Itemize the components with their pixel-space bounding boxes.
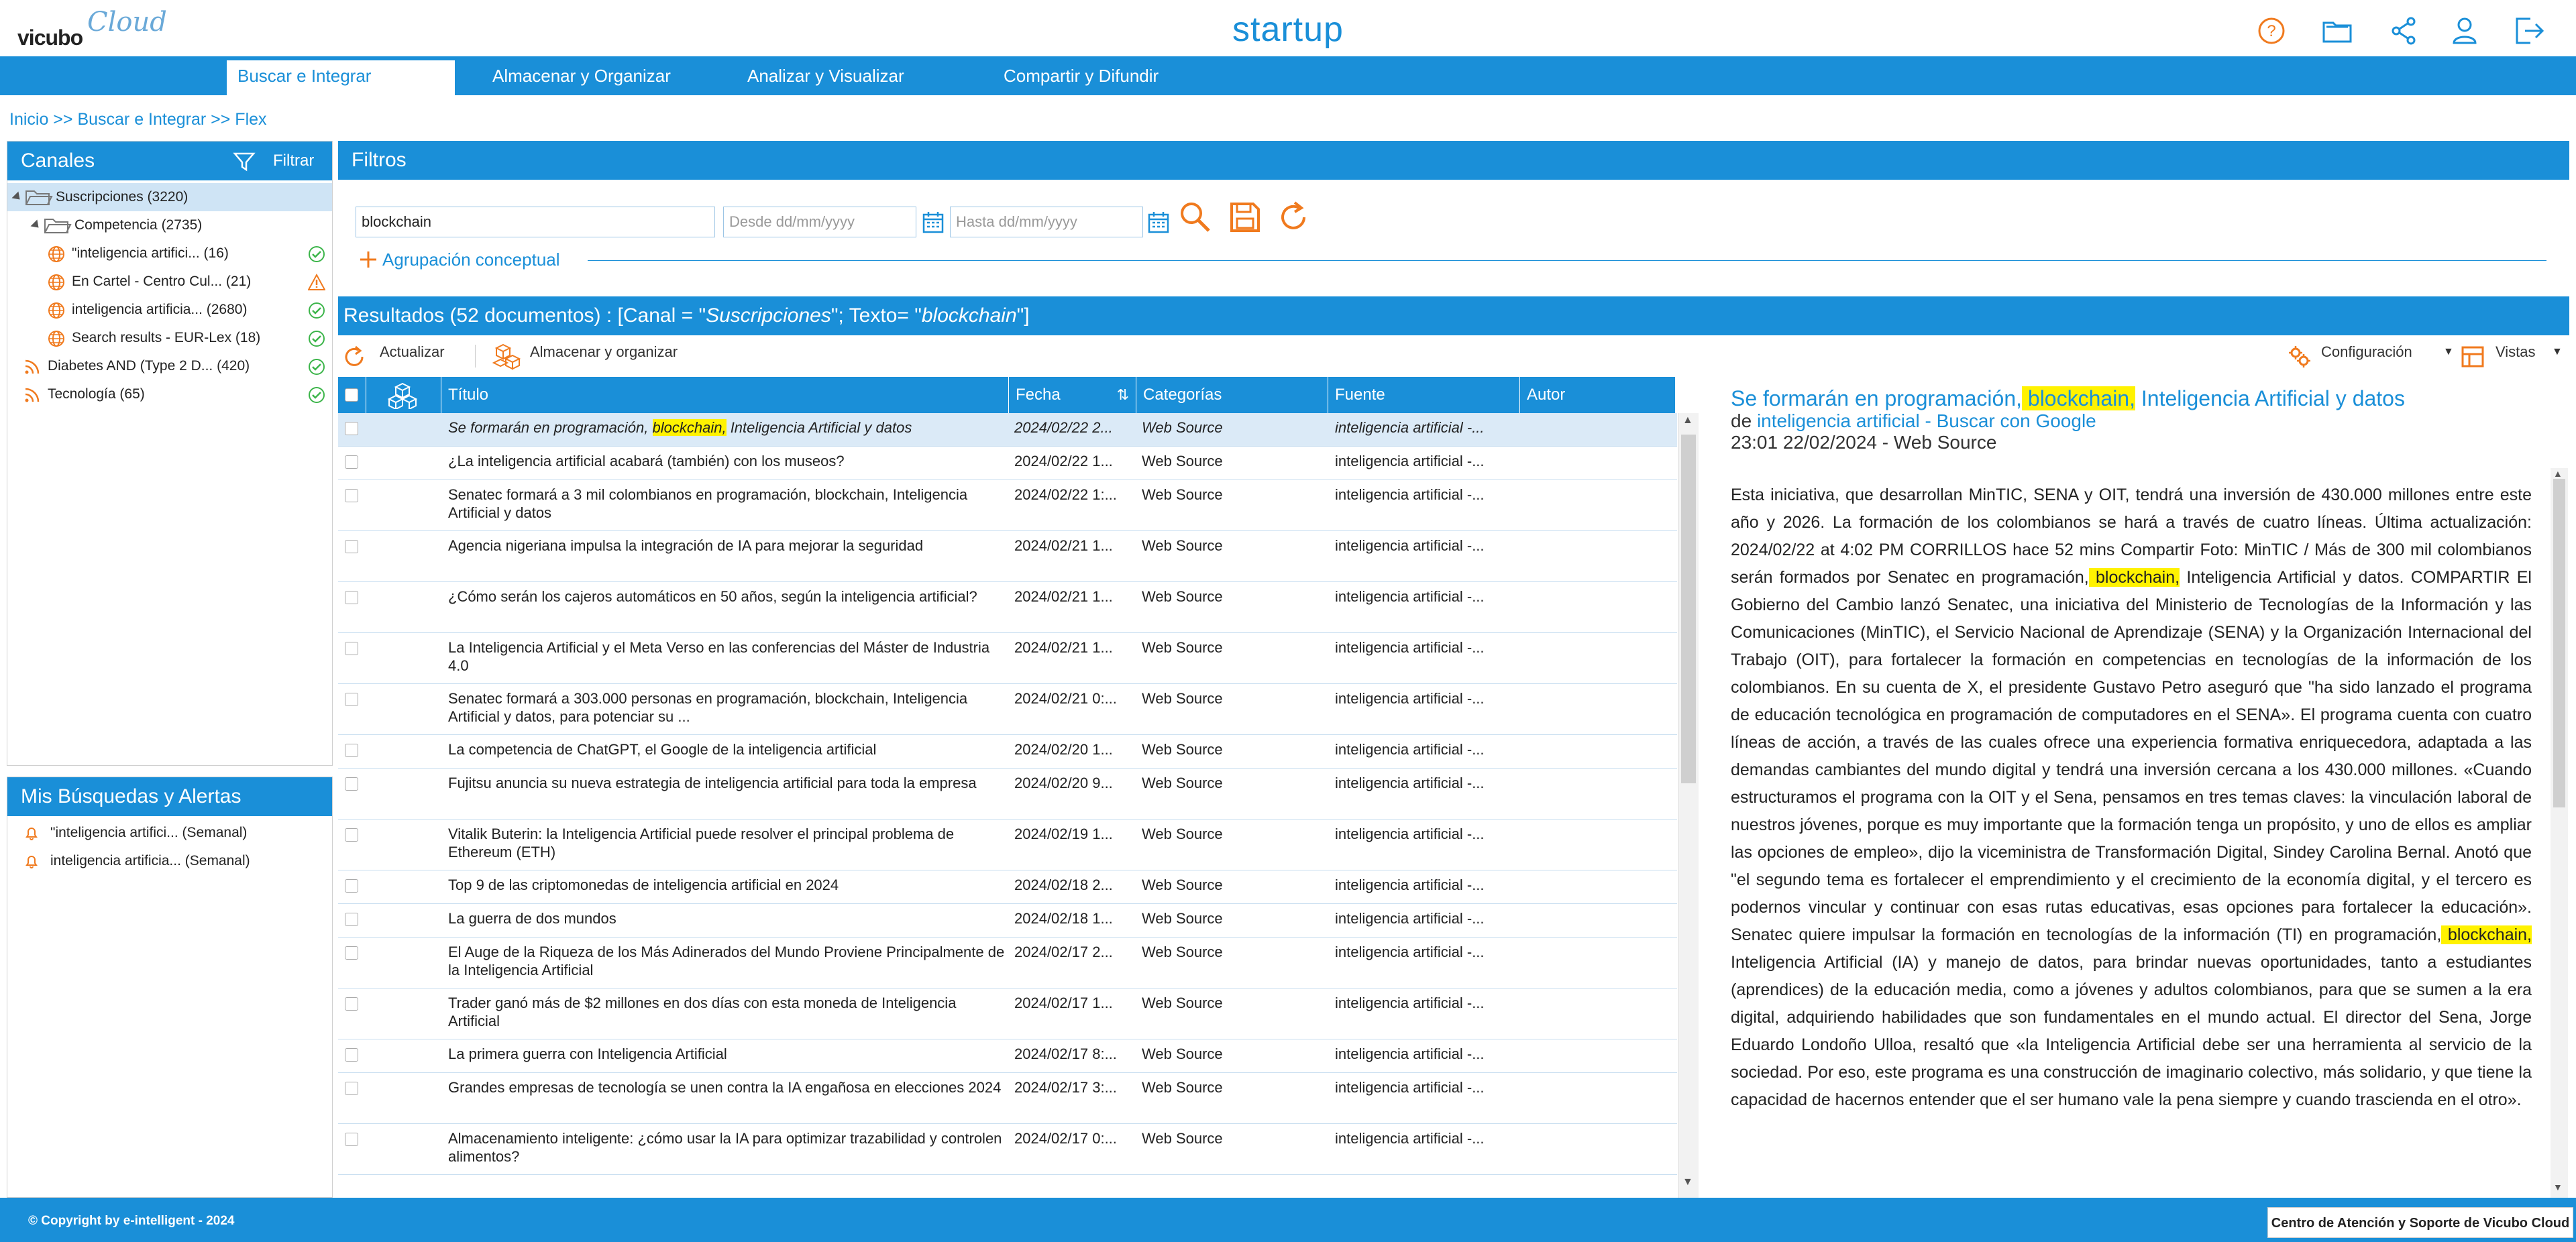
boxes-icon[interactable]: [386, 381, 419, 409]
desde-date-input[interactable]: [723, 207, 916, 237]
cell-date: 2024/02/21 1...: [1014, 588, 1113, 605]
table-row[interactable]: [338, 1039, 1677, 1073]
tree-item[interactable]: [7, 211, 332, 239]
tree-item-label: "inteligencia artifici... (16): [72, 245, 229, 261]
status-ok-icon: [308, 302, 325, 319]
save-icon[interactable]: [1226, 199, 1264, 236]
preview-title-highlight: blockchain,: [2022, 386, 2135, 410]
refresh-icon[interactable]: [342, 345, 366, 369]
preview-source-link[interactable]: inteligencia artificial - Buscar con Google: [1756, 410, 2096, 431]
tree-item-label: Diabetes AND (Type 2 D... (420): [48, 358, 250, 374]
select-all-header: [338, 377, 366, 413]
row-checkbox[interactable]: [345, 591, 358, 604]
column-header-autor[interactable]: Autor: [1520, 377, 1676, 413]
scroll-up-icon[interactable]: ▲: [2553, 468, 2563, 479]
scroll-up-icon[interactable]: ▲: [1682, 414, 1693, 426]
cell-source: inteligencia artificial -...: [1335, 995, 1485, 1011]
tab-almacenar-organizar[interactable]: Almacenar y Organizar: [492, 66, 671, 86]
busquedas-header: [7, 777, 332, 816]
results-toolbar: [338, 335, 2569, 377]
actions-header: [366, 377, 441, 413]
scroll-down-icon[interactable]: ▼: [2553, 1182, 2563, 1192]
preview-title-text: Inteligencia Artificial y datos: [2135, 386, 2405, 410]
user-icon[interactable]: [2447, 13, 2482, 48]
rss-icon: [23, 358, 41, 376]
alert-item[interactable]: [7, 819, 332, 847]
select-all-checkbox[interactable]: [345, 388, 358, 402]
row-checkbox[interactable]: [345, 1133, 358, 1146]
resultados-title-mid: "; Texto= ": [830, 304, 922, 327]
row-checkbox[interactable]: [345, 540, 358, 553]
preview-body-text: Inteligencia Artificial y datos. COMPARTIR El Gobierno del Cambio lanzó Senatec, una iniciativa del Ministerio de Tecnologías de la Información y las Comunicaciones (MinTIC), el Servicio Nacional de Aprendizaje (SENA) y la Organización Internacional del Trabajo (OIT), para fortalecer la formación en competencias en tecnologías de la información de los colombianos. En su cuenta de X, el presidente Gustavo Petro aseguró que "ha sido lanzado el programa de educación tecnológica en programación de computadores en el SENA». El programa cuenta con cuatro líneas de acción, a través de las cuales ofrece una experiencia formativa enriquecedora, adaptada a las demandas cambiantes del mundo digital y tendrá una inversión cercana a los 430.000 millones. «Cuando estructuramos el programa con la OIT y el Sena, pensamos en tres temas claves: la vinculación laboral de nuestros jóvenes, porque es muy importante que la formación tenga un propósito, y uno de ellos es ampliar las opciones de empleo», dijo la viceministra de Transformación Digital, Sindey Carolina Bernal. Anotó que "el segundo tema es fortalecer el emprendimiento y el crecimiento de la economía digital, y el tercero es podernos vincular y continuar con esas rutas educativas, esas opciones para fortalecer la educación». Senatec quiere impulsar la formación en tecnologías de la información (TI) en programación,: [1731, 568, 2532, 944]
filtros-title: Filtros: [352, 149, 407, 171]
cell-title[interactable]: El Auge de la Riqueza de los Más Adinerados del Mundo Proviene Principalmente de la Inteligencia Artificial: [448, 944, 1005, 978]
status-ok-icon: [308, 386, 325, 404]
cell-source: inteligencia artificial -...: [1335, 486, 1485, 503]
preview-meta: 23:01 22/02/2024 - Web Source: [1731, 432, 1997, 453]
row-checkbox[interactable]: [345, 879, 358, 893]
status-ok-icon: [308, 245, 325, 263]
cell-category: Web Source: [1142, 419, 1223, 436]
resultados-header: [338, 296, 2569, 335]
cell-source: inteligencia artificial -...: [1335, 826, 1485, 842]
table-row[interactable]: [338, 633, 1677, 684]
table-row[interactable]: [338, 769, 1677, 820]
cell-category: Web Source: [1142, 690, 1223, 707]
hasta-date-input[interactable]: [950, 207, 1143, 237]
vistas-menu[interactable]: Vistas: [2496, 343, 2536, 360]
logo-text: vicubo: [17, 25, 83, 50]
cell-title[interactable]: Top 9 de las criptomonedas de inteligencia artificial en 2024: [448, 877, 839, 893]
resultados-title-suffix: "]: [1016, 304, 1030, 327]
column-header-categorias[interactable]: Categorías: [1136, 377, 1328, 413]
table-row[interactable]: [338, 582, 1677, 633]
tree-item-label: Suscripciones (3220): [56, 189, 189, 205]
globe-icon: [48, 245, 65, 263]
preview-source: [1731, 410, 2096, 432]
cell-source: inteligencia artificial -...: [1335, 419, 1485, 436]
status-ok-icon: [308, 358, 325, 376]
cell-source: inteligencia artificial -...: [1335, 775, 1485, 791]
alert-item-label: inteligencia artificia... (Semanal): [50, 853, 250, 868]
cell-category: Web Source: [1142, 944, 1223, 960]
filter-icon[interactable]: [233, 151, 256, 172]
cell-source: inteligencia artificial -...: [1335, 741, 1485, 758]
cell-date: 2024/02/22 1:...: [1014, 486, 1117, 503]
cell-date: 2024/02/20 9...: [1014, 775, 1113, 791]
row-checkbox[interactable]: [345, 642, 358, 655]
results-table: [338, 377, 1680, 1198]
row-checkbox[interactable]: [345, 693, 358, 706]
column-header-titulo[interactable]: Título: [441, 377, 1009, 413]
cell-category: Web Source: [1142, 588, 1223, 605]
chevron-down-icon[interactable]: ▼: [2552, 346, 2563, 357]
cell-title[interactable]: Agencia nigeriana impulsa la integración de IA para mejorar la seguridad: [448, 537, 924, 554]
tree-item[interactable]: [7, 324, 332, 352]
preview-body: [1731, 482, 2532, 1114]
bell-icon: [23, 853, 40, 869]
resultados-texto: blockchain: [921, 304, 1017, 327]
row-checkbox[interactable]: [345, 997, 358, 1011]
refresh-icon[interactable]: [1275, 199, 1312, 236]
almacenar-organizar-button[interactable]: Almacenar y organizar: [530, 343, 678, 360]
cell-category: Web Source: [1142, 486, 1223, 503]
tree-item[interactable]: [7, 380, 332, 408]
bell-icon: [23, 825, 40, 841]
tree-item[interactable]: [7, 183, 332, 211]
cell-title[interactable]: Grandes empresas de tecnología se unen contra la IA engañosa en elecciones 2024: [448, 1079, 1002, 1096]
preview-body-highlight: blockchain,: [2441, 925, 2532, 944]
filter-button[interactable]: Filtrar: [273, 152, 315, 170]
preview-source-prefix: de: [1731, 410, 1757, 431]
cell-title[interactable]: Senatec formará a 303.000 personas en programación, blockchain, Inteligencia Artificial y datos, para potenciar su ...: [448, 690, 968, 725]
search-icon[interactable]: [1177, 199, 1214, 236]
canales-title: Canales: [21, 150, 95, 172]
canales-panel: [7, 141, 333, 766]
preview-body-text: Inteligencia Artificial (IA) y manejo de datos, para brindar nuevas oportunidades, tanto a estudiantes (aprendices) de la educación media, como a jóvenes y adultos colombianos, para que se sumen a la era digital, adquiriendo habilidades que son fundamentales en el mundo actual. El director del Sena, Jorge Eduardo Londoño Ulloa, resaltó que «la Inteligencia Artificial debe ser una herramienta al servicio de la sociedad. Por eso, este programa es una construcción de imaginario colectivo, más solidario, y que tiene la capacidad de hacernos entender que el ser humano vale la pena siempre y cuando trascienda en el otro».: [1731, 953, 2532, 1109]
calendar-icon[interactable]: [920, 209, 946, 235]
cell-source: inteligencia artificial -...: [1335, 690, 1485, 707]
boxes-icon[interactable]: [492, 342, 525, 370]
preview-scrollbar-thumb[interactable]: [2553, 479, 2565, 807]
row-checkbox[interactable]: [345, 1048, 358, 1062]
table-row[interactable]: [338, 684, 1677, 735]
folder-open-icon: [25, 188, 53, 206]
cell-date: 2024/02/18 2...: [1014, 877, 1113, 893]
app-title: startup: [1232, 10, 1344, 49]
views-icon[interactable]: [2461, 345, 2485, 369]
cell-date: 2024/02/22 2...: [1014, 419, 1113, 436]
table-row[interactable]: [338, 480, 1677, 531]
agrupacion-conceptual-toggle[interactable]: Agrupación conceptual: [382, 249, 560, 270]
cell-title[interactable]: Senatec formará a 3 mil colombianos en programación, blockchain, Inteligencia Artificial y datos: [448, 486, 968, 521]
table-scrollbar-thumb[interactable]: [1681, 435, 1696, 783]
tree-item[interactable]: [7, 296, 332, 324]
cell-title[interactable]: ¿Cómo serán los cajeros automáticos en 50 años, según la inteligencia artificial?: [448, 588, 977, 605]
row-checkbox[interactable]: [345, 828, 358, 842]
status-ok-icon: [308, 330, 325, 347]
table-row[interactable]: [338, 1124, 1677, 1175]
search-input[interactable]: [356, 207, 715, 237]
row-checkbox[interactable]: [345, 455, 358, 469]
preview-title-text: Se formarán en programación,: [1731, 386, 2022, 410]
cell-date: 2024/02/17 1...: [1014, 995, 1113, 1011]
cell-date: 2024/02/20 1...: [1014, 741, 1113, 758]
cell-source: inteligencia artificial -...: [1335, 910, 1485, 927]
sort-icon[interactable]: ⇅: [1116, 386, 1129, 403]
table-row[interactable]: [338, 989, 1677, 1039]
column-header-fecha-label: Fecha: [1016, 386, 1061, 404]
tab-compartir-difundir[interactable]: Compartir y Difundir: [1004, 66, 1159, 86]
cell-source: inteligencia artificial -...: [1335, 588, 1485, 605]
cell-title[interactable]: La guerra de dos mundos: [448, 910, 616, 927]
row-checkbox[interactable]: [345, 946, 358, 960]
tree-item[interactable]: [7, 268, 332, 296]
table-row[interactable]: [338, 447, 1677, 480]
top-bar: [0, 0, 2576, 56]
cell-category: Web Source: [1142, 1130, 1223, 1147]
cell-source: inteligencia artificial -...: [1335, 1079, 1485, 1096]
cell-date: 2024/02/17 0:...: [1014, 1130, 1117, 1147]
alert-item[interactable]: [7, 847, 332, 875]
cell-title[interactable]: Almacenamiento inteligente: ¿cómo usar la IA para optimizar trazabilidad y controlen alimentos?: [448, 1130, 1002, 1165]
filtros-panel: [338, 141, 2569, 313]
tree-item-label: Tecnología (65): [48, 386, 145, 402]
rss-icon: [23, 386, 41, 404]
cell-category: Web Source: [1142, 877, 1223, 893]
cell-title[interactable]: ¿La inteligencia artificial acabará (también) con los museos?: [448, 453, 845, 469]
tree-item[interactable]: [7, 352, 332, 380]
cell-source: inteligencia artificial -...: [1335, 453, 1485, 469]
cell-category: Web Source: [1142, 995, 1223, 1011]
tab-buscar-integrar[interactable]: Buscar e Integrar: [227, 60, 455, 95]
globe-icon: [48, 274, 65, 291]
cell-category: Web Source: [1142, 826, 1223, 842]
resultados-title-prefix: Resultados (52 documentos) : [Canal = ": [343, 304, 706, 327]
document-preview: [1717, 377, 2569, 1198]
table-row[interactable]: [338, 531, 1677, 582]
row-checkbox[interactable]: [345, 422, 358, 435]
row-checkbox[interactable]: [345, 744, 358, 757]
alert-item-label: "inteligencia artifici... (Semanal): [50, 825, 248, 840]
cell-category: Web Source: [1142, 537, 1223, 554]
cell-source: inteligencia artificial -...: [1335, 537, 1485, 554]
tree-item-label: inteligencia artificia... (2680): [72, 302, 248, 317]
row-checkbox[interactable]: [345, 1082, 358, 1095]
cell-date: 2024/02/22 1...: [1014, 453, 1113, 469]
logo-cloud-text: Cloud: [87, 7, 167, 38]
table-row[interactable]: [338, 735, 1677, 769]
divider: [475, 345, 476, 368]
plus-icon[interactable]: [358, 249, 378, 270]
tree-item-label: Competencia (2735): [74, 217, 203, 233]
cell-category: Web Source: [1142, 1079, 1223, 1096]
cell-category: Web Source: [1142, 639, 1223, 656]
folder-icon[interactable]: [2320, 13, 2355, 48]
preview-body-text: Esta iniciativa, que desarrollan MinTIC, SENA y OIT, tendrá una inversión de 430.000 millones entre este año y 2026. La formación de los colombianos se hará a través de cuatro líneas. Última actualización: 2024/02/22 at 4:02 PM CORRILLOS hace 52 mins Compartir Foto: MinTIC / Más de 300 mil colombianos serán formados por Senatec en programación,: [1731, 486, 2532, 587]
tab-analizar-visualizar[interactable]: Analizar y Visualizar: [747, 66, 904, 86]
cell-category: Web Source: [1142, 775, 1223, 791]
cell-title[interactable]: La primera guerra con Inteligencia Artificial: [448, 1046, 727, 1062]
footer: [0, 1198, 2576, 1242]
logout-icon[interactable]: [2512, 13, 2546, 48]
globe-icon: [48, 302, 65, 319]
search-term-highlight: blockchain,: [652, 419, 727, 436]
preview-body-highlight: blockchain,: [2088, 568, 2180, 587]
globe-icon: [48, 330, 65, 347]
tree-item-label: Search results - EUR-Lex (18): [72, 330, 261, 345]
cell-category: Web Source: [1142, 741, 1223, 758]
cell-date: 2024/02/18 1...: [1014, 910, 1113, 927]
cell-date: 2024/02/21 0:...: [1014, 690, 1117, 707]
main-nav: [0, 56, 2576, 95]
status-warning-icon: [308, 274, 325, 291]
cell-title[interactable]: La Inteligencia Artificial y el Meta Verso en las conferencias del Máster de Industria 4.0: [448, 639, 990, 674]
cell-source: inteligencia artificial -...: [1335, 1130, 1485, 1147]
cell-date: 2024/02/17 2...: [1014, 944, 1113, 960]
preview-title[interactable]: [1731, 386, 2536, 411]
table-row[interactable]: [338, 870, 1677, 904]
divider: [588, 260, 2546, 261]
copyright: © Copyright by e-intelligent - 2024: [28, 1214, 235, 1228]
breadcrumb[interactable]: Inicio >> Buscar e Integrar >> Flex: [9, 110, 267, 129]
folder-open-icon: [44, 217, 72, 234]
cell-date: 2024/02/21 1...: [1014, 639, 1113, 656]
column-header-fecha[interactable]: [1009, 377, 1136, 413]
row-checkbox[interactable]: [345, 489, 358, 502]
column-header-fuente[interactable]: Fuente: [1328, 377, 1520, 413]
configuracion-menu[interactable]: Configuración: [2321, 343, 2412, 360]
cell-title[interactable]: Se formarán en programación, blockchain, Inteligencia Artificial y datos: [448, 419, 912, 436]
cell-title[interactable]: Fujitsu anuncia su nueva estrategia de inteligencia artificial para toda la empresa: [448, 775, 977, 791]
tree-item[interactable]: [7, 239, 332, 268]
tree-item-label: En Cartel - Centro Cul... (21): [72, 274, 252, 289]
cell-date: 2024/02/19 1...: [1014, 826, 1113, 842]
canales-header: [7, 142, 332, 180]
resultados-canal: Suscripciones: [706, 304, 831, 327]
cell-source: inteligencia artificial -...: [1335, 639, 1485, 656]
busquedas-title: Mis Búsquedas y Alertas: [21, 785, 241, 807]
support-button[interactable]: Centro de Atención y Soporte de Vicubo Cloud: [2267, 1207, 2573, 1238]
cell-source: inteligencia artificial -...: [1335, 1046, 1485, 1062]
share-icon[interactable]: [2387, 13, 2422, 48]
cell-source: inteligencia artificial -...: [1335, 944, 1485, 960]
busquedas-panel: [7, 777, 333, 1198]
cell-title[interactable]: Vitalik Buterin: la Inteligencia Artificial puede resolver el principal problema de Ethereum (ETH): [448, 826, 955, 860]
cell-source: inteligencia artificial -...: [1335, 877, 1485, 893]
table-row[interactable]: [338, 904, 1677, 938]
table-row[interactable]: [338, 413, 1677, 447]
cell-date: 2024/02/17 3:...: [1014, 1079, 1117, 1096]
cell-date: 2024/02/17 8:...: [1014, 1046, 1117, 1062]
cell-title[interactable]: La competencia de ChatGPT, el Google de la inteligencia artificial: [448, 741, 877, 758]
row-checkbox[interactable]: [345, 777, 358, 791]
scroll-down-icon[interactable]: ▼: [1682, 1176, 1693, 1188]
row-checkbox[interactable]: [345, 913, 358, 926]
table-row[interactable]: [338, 938, 1677, 989]
actualizar-button[interactable]: Actualizar: [380, 343, 445, 360]
svg-text:?: ?: [2267, 22, 2276, 40]
cell-category: Web Source: [1142, 1046, 1223, 1062]
filtros-header: [338, 141, 2569, 180]
cell-date: 2024/02/21 1...: [1014, 537, 1113, 554]
calendar-icon[interactable]: [1146, 209, 1171, 235]
cell-category: Web Source: [1142, 453, 1223, 469]
cell-title[interactable]: Trader ganó más de $2 millones en dos días con esta moneda de Inteligencia Artificial: [448, 995, 957, 1029]
cell-category: Web Source: [1142, 910, 1223, 927]
help-icon[interactable]: [2254, 13, 2289, 48]
settings-icon[interactable]: [2288, 345, 2312, 369]
chevron-down-icon[interactable]: ▼: [2443, 346, 2454, 357]
table-row[interactable]: [338, 820, 1677, 870]
table-row[interactable]: [338, 1073, 1677, 1124]
